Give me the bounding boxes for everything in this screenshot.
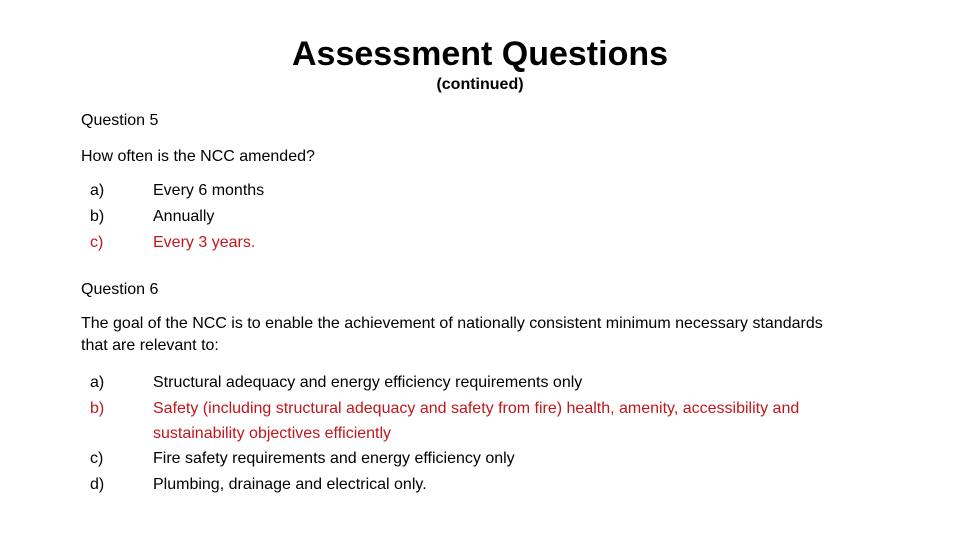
answer-option-a: [81, 370, 901, 396]
option-letter: b): [90, 208, 105, 225]
question-prompt: How often is the NCC amended?: [81, 148, 315, 165]
answer-option-b: [81, 204, 901, 230]
option-text: Plumbing, drainage and electrical only.: [153, 476, 427, 493]
question-heading: Question 6: [81, 281, 159, 298]
option-letter: a): [90, 182, 105, 199]
option-letter: b): [90, 400, 105, 417]
slide-title: Assessment Questions: [291, 35, 669, 73]
answer-option-a: [81, 178, 901, 204]
answer-options: [81, 178, 901, 256]
answer-option-c: [81, 446, 901, 472]
question-heading: Question 5: [81, 112, 159, 129]
option-letter: d): [90, 476, 105, 493]
slide-subtitle: (continued): [436, 76, 524, 93]
option-text: Annually: [153, 208, 215, 225]
answer-option-b-correct: [81, 396, 823, 446]
option-text: Every 3 years.: [153, 234, 256, 251]
answer-option-d: [81, 472, 901, 498]
option-text: Every 6 months: [153, 182, 265, 199]
option-letter: c): [90, 450, 104, 467]
question-prompt: The goal of the NCC is to enable the achievement of nationally consistent minimum necessary standards that are relevant to:: [81, 315, 823, 354]
option-letter: a): [90, 374, 105, 391]
option-letter: c): [90, 234, 104, 251]
answer-option-c-correct: [81, 230, 901, 256]
answer-options: [81, 370, 901, 498]
option-text: Safety (including structural adequacy and safety from fire) health, amenity, accessibility and sustainability objectives efficiently: [153, 400, 800, 442]
option-text: Structural adequacy and energy efficiency requirements only: [153, 374, 583, 391]
option-text: Fire safety requirements and energy efficiency only: [153, 450, 515, 467]
